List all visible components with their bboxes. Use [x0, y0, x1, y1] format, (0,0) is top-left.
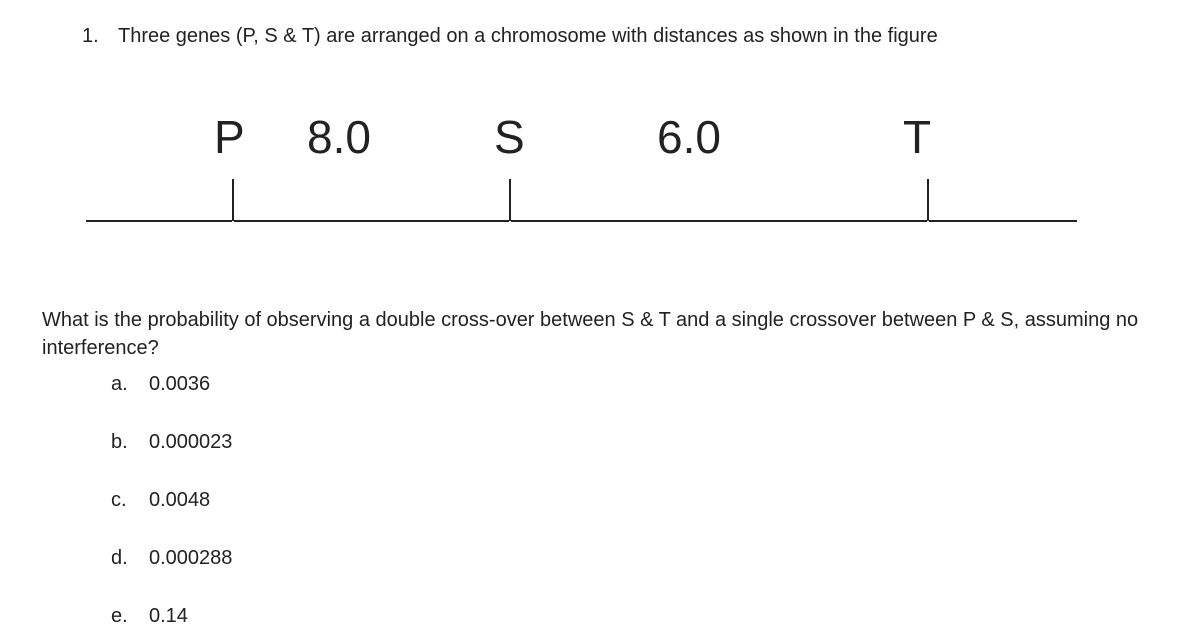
gene-marker-t — [927, 179, 929, 221]
chromosome-segment — [929, 220, 1077, 222]
gene-marker-p — [232, 179, 234, 221]
option-value: 0.000288 — [149, 547, 233, 569]
distance-label-p-s: 8.0 — [307, 111, 371, 163]
option-letter: a. — [111, 373, 128, 395]
gene-marker-s — [509, 179, 511, 221]
chromosome-diagram — [0, 100, 1200, 240]
gene-label-t: T — [903, 111, 932, 163]
option-letter: d. — [111, 547, 128, 569]
question-intro: Three genes (P, S & T) are arranged on a chromosome with distances as shown in the figure — [118, 25, 938, 47]
chromosome-segment — [511, 220, 927, 222]
question-number: 1. — [82, 25, 99, 47]
distance-label-s-t: 6.0 — [657, 111, 721, 163]
chromosome-segment — [234, 220, 509, 222]
gene-label-p: P — [214, 111, 245, 163]
question-prompt: What is the probability of observing a double cross-over between S & T and a single crossover between P & S, assuming no interference? — [42, 309, 1139, 359]
option-value: 0.14 — [149, 605, 188, 627]
option-letter: c. — [111, 489, 127, 511]
gene-label-s: S — [494, 111, 525, 163]
option-value: 0.0036 — [149, 373, 211, 395]
option-letter: b. — [111, 431, 128, 453]
option-value: 0.0048 — [149, 489, 211, 511]
option-letter: e. — [111, 605, 128, 627]
option-value: 0.000023 — [149, 431, 233, 453]
chromosome-segment — [86, 220, 232, 222]
